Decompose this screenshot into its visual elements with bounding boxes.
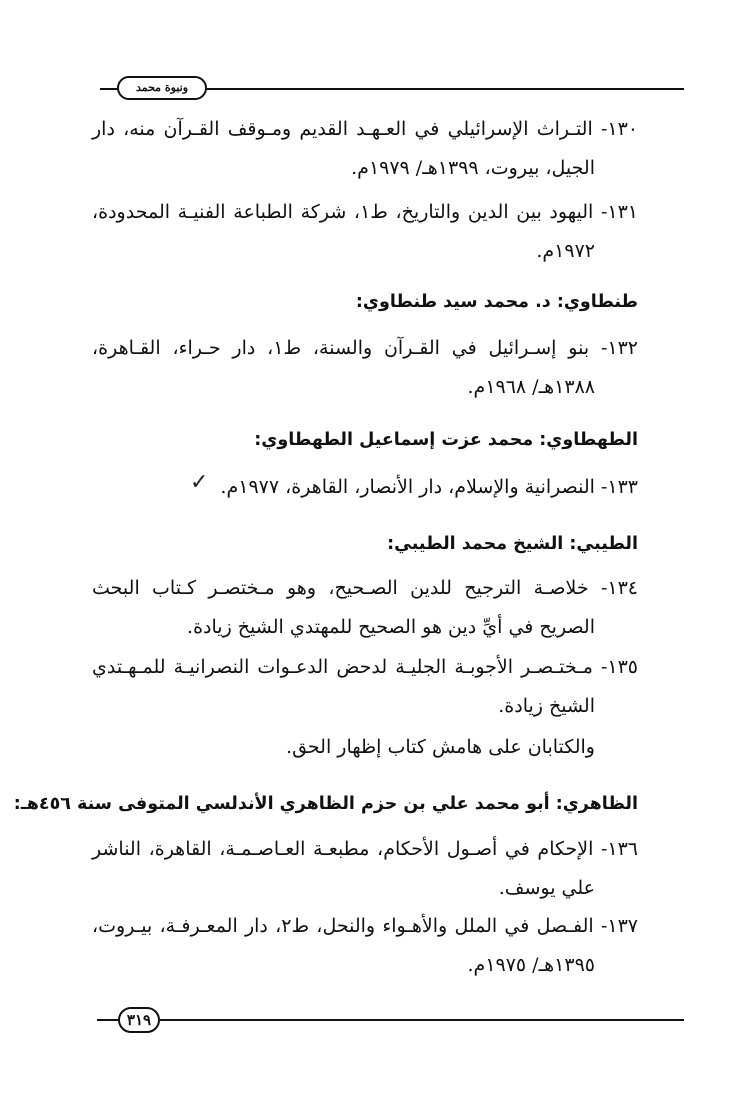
entry-130 bbox=[92, 117, 638, 180]
author-heading-zahiri: الظاهري: أبو محمد علي بن حزم الظاهري الأندلسي المتوفى سنة ٤٥٦هـ: bbox=[13, 794, 638, 814]
entry-line: الصريح في أيِّ دين هو الصحيح للمهتدي الشيخ زيادة. bbox=[187, 616, 595, 638]
entry-135 bbox=[92, 655, 638, 718]
entry-line: ١٣٧- الفـصل في الملل والأهـواء والنحل، ط٢، دار المعـرفـة، بيـروت، bbox=[92, 915, 638, 937]
entry-line: ١٣٠- التـراث الإسرائيلي في العـهـد القديم ومـوقف القـرآن منه، دار bbox=[92, 118, 638, 140]
entry-line: ١٣٨٨هـ/ ١٩٦٨م. bbox=[467, 376, 595, 398]
footer-rule-left bbox=[97, 1019, 119, 1021]
footer-rule-right bbox=[160, 1019, 684, 1021]
entry-line: علي يوسف. bbox=[498, 877, 595, 899]
entry-line: الشيخ زيادة. bbox=[498, 695, 595, 717]
entry-137 bbox=[92, 914, 638, 977]
entry-line: ١٣٩٥هـ/ ١٩٧٥م. bbox=[467, 954, 595, 976]
entry-note: والكتابان على هامش كتاب إظهار الحق. bbox=[286, 736, 595, 758]
checkmark-icon: ✓ bbox=[190, 470, 209, 495]
entry-line: ١٣٦- الإحكام في أصـول الأحكام، مطبعـة العـاصـمـة، القاهرة، الناشر bbox=[92, 838, 638, 860]
header-rule-left bbox=[100, 88, 118, 90]
author-heading-tantawi: طنطاوي: د. محمد سيد طنطاوي: bbox=[355, 292, 638, 312]
entry-line: الجيل، بيروت، ١٣٩٩هـ/ ١٩٧٩م. bbox=[351, 157, 595, 179]
entry-line: ١٣٢- بنو إسـرائيل في القـرآن والسنة، ط١، دار حـراء، القـاهرة، bbox=[92, 337, 638, 359]
running-title: ونبوة محمد bbox=[117, 76, 207, 100]
author-heading-tayyibi: الطيبي: الشيخ محمد الطيبي: bbox=[387, 534, 638, 554]
author-heading-tahtawi: الطهطاوي: محمد عزت إسماعيل الطهطاوي: bbox=[254, 430, 638, 450]
entry-134 bbox=[92, 576, 638, 639]
entry-133: ١٣٣- النصرانية والإسلام، دار الأنصار، القاهرة، ١٩٧٧م. bbox=[220, 476, 638, 498]
header-rule-right bbox=[206, 88, 684, 90]
page-number: ٣١٩ bbox=[118, 1007, 160, 1033]
entry-132 bbox=[92, 336, 638, 399]
entry-line: ١٣١- اليهود بين الدين والتاريخ، ط١، شركة الطباعة الفنيـة المحدودة، bbox=[92, 201, 638, 223]
entry-line: ١٩٧٢م. bbox=[536, 240, 595, 262]
entry-line: ١٣٤- خلاصـة الترجيح للدين الصـحيح، وهو مـختصـر كـتاب البحث bbox=[92, 577, 638, 599]
entry-136 bbox=[92, 837, 638, 900]
entry-131 bbox=[92, 200, 638, 263]
entry-line: ١٣٥- مـختـصـر الأجوبـة الجليـة لدحض الدعـوات النصرانيـة للمـهـتدي bbox=[92, 656, 638, 678]
